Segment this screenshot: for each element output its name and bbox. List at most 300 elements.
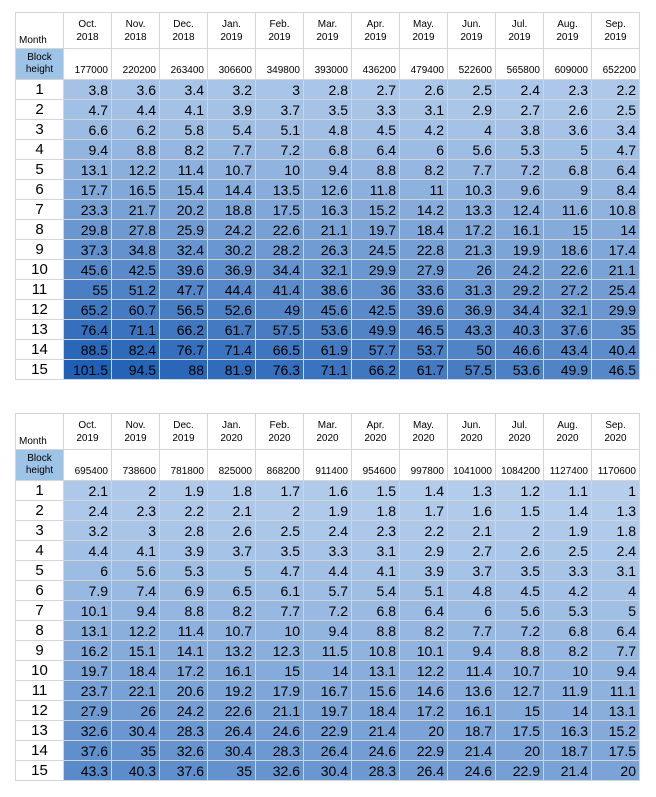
table-row [16, 180, 640, 200]
heatmap-cell: 13.5 [256, 180, 304, 200]
heatmap-cell: 6.1 [256, 581, 304, 601]
heatmap-cell: 12.2 [400, 661, 448, 681]
heatmap-cell: 5.4 [352, 581, 400, 601]
heatmap-cell: 19.2 [208, 681, 256, 701]
heatmap-cell: 51.2 [112, 280, 160, 300]
heatmap-cell: 32.4 [160, 240, 208, 260]
heatmap-cell: 40.4 [592, 340, 640, 360]
heatmap-cell: 32.1 [544, 300, 592, 320]
heatmap-cell: 46.5 [592, 360, 640, 380]
heatmap-cell: 4.4 [64, 541, 112, 561]
heatmap-cell: 28.2 [256, 240, 304, 260]
heatmap-cell: 17.5 [256, 200, 304, 220]
block-height-value: 695400 [64, 450, 112, 481]
year-label: 2019 [556, 31, 579, 43]
heatmap-cell: 23.3 [64, 200, 112, 220]
heatmap-cell: 2.6 [544, 100, 592, 120]
month-label: Aug. [557, 18, 578, 30]
month-column-header [352, 414, 400, 450]
table-row [16, 721, 640, 741]
table-row [16, 501, 640, 521]
table-row [16, 220, 640, 240]
heatmap-cell: 20 [400, 721, 448, 741]
table-row [16, 481, 640, 501]
heatmap-cell: 12.4 [496, 200, 544, 220]
heatmap-cell: 7.4 [112, 581, 160, 601]
heatmap-cell: 29.8 [64, 220, 112, 240]
row-label: 2 [16, 501, 64, 521]
heatmap-cell: 8.4 [592, 180, 640, 200]
month-column-header [400, 414, 448, 450]
table-row [16, 240, 640, 260]
heatmap-cell: 6.4 [592, 160, 640, 180]
year-label: 2020 [220, 432, 243, 444]
heatmap-cell: 10 [544, 661, 592, 681]
heatmap-cell: 11.6 [544, 200, 592, 220]
heatmap-cell: 16.3 [544, 721, 592, 741]
heatmap-cell: 24.2 [160, 701, 208, 721]
heatmap-cell: 1.4 [544, 501, 592, 521]
year-label: 2019 [268, 31, 291, 43]
table-row [16, 80, 640, 100]
row-label: 12 [16, 300, 64, 320]
row-label: 7 [16, 200, 64, 220]
heatmap-cell: 4.8 [304, 120, 352, 140]
heatmap-cell: 8.8 [352, 621, 400, 641]
heatmap-cell: 3.1 [352, 541, 400, 561]
block-height-value: 652200 [592, 49, 640, 80]
heatmap-cell: 16.2 [64, 641, 112, 661]
heatmap-cell: 14.4 [208, 180, 256, 200]
heatmap-cell: 5.1 [256, 120, 304, 140]
table-row [16, 300, 640, 320]
table-row [16, 120, 640, 140]
heatmap-cell: 10.3 [448, 180, 496, 200]
heatmap-cell: 66.5 [256, 340, 304, 360]
heatmap-cell: 11 [400, 180, 448, 200]
heatmap-cell: 21.4 [544, 761, 592, 781]
block-height-value: 393000 [304, 49, 352, 80]
table-row [16, 360, 640, 380]
row-label: 5 [16, 561, 64, 581]
heatmap-cell: 2.6 [400, 80, 448, 100]
heatmap-cell: 88.5 [64, 340, 112, 360]
heatmap-cell: 4.2 [400, 120, 448, 140]
heatmap-cell: 3.2 [208, 80, 256, 100]
heatmap-cell: 16.3 [304, 200, 352, 220]
heatmap-cell: 24.6 [448, 761, 496, 781]
year-label: 2019 [604, 31, 627, 43]
heatmap-cell: 14 [544, 701, 592, 721]
heatmap-cell: 3.3 [304, 541, 352, 561]
heatmap-cell: 27.9 [64, 701, 112, 721]
heatmap-cell: 15 [544, 220, 592, 240]
month-label: Jul. [511, 18, 528, 30]
heatmap-cell: 32.6 [160, 741, 208, 761]
heatmap-cell: 65.2 [64, 300, 112, 320]
heatmap-cell: 76.7 [160, 340, 208, 360]
row-label: 13 [16, 320, 64, 340]
heatmap-table-2019-2020 [15, 413, 640, 781]
heatmap-cell: 40.3 [496, 320, 544, 340]
heatmap-cell: 13.1 [352, 661, 400, 681]
heatmap-cell: 27.2 [544, 280, 592, 300]
row-label: 7 [16, 601, 64, 621]
heatmap-cell: 13.1 [64, 621, 112, 641]
row-label: 8 [16, 621, 64, 641]
heatmap-cell: 26.4 [208, 721, 256, 741]
heatmap-cell: 55 [64, 280, 112, 300]
table-row [16, 701, 640, 721]
heatmap-cell: 37.3 [64, 240, 112, 260]
heatmap-cell: 15.6 [352, 681, 400, 701]
heatmap-cell: 22.9 [304, 721, 352, 741]
heatmap-cell: 35 [112, 741, 160, 761]
month-column-header [544, 13, 592, 49]
heatmap-cell: 5.3 [160, 561, 208, 581]
heatmap-cell: 3.3 [544, 561, 592, 581]
heatmap-cell: 35 [208, 761, 256, 781]
row-label: 3 [16, 120, 64, 140]
heatmap-cell: 17.5 [592, 741, 640, 761]
block-height-value: 1170600 [592, 450, 640, 481]
heatmap-cell: 29.9 [592, 300, 640, 320]
heatmap-cell: 6.4 [352, 140, 400, 160]
heatmap-cell: 5.7 [304, 581, 352, 601]
heatmap-cell: 8.2 [160, 140, 208, 160]
heatmap-cell: 40.3 [112, 761, 160, 781]
year-label: 2019 [172, 432, 195, 444]
heatmap-cell: 71.4 [208, 340, 256, 360]
table-row [16, 260, 640, 280]
table-row [16, 561, 640, 581]
row-label: 15 [16, 761, 64, 781]
heatmap-cell: 29.2 [496, 280, 544, 300]
heatmap-cell: 61.7 [208, 320, 256, 340]
heatmap-cell: 12.2 [112, 160, 160, 180]
block-height-value: 868200 [256, 450, 304, 481]
heatmap-cell: 1.9 [544, 521, 592, 541]
heatmap-cell: 17.5 [496, 721, 544, 741]
heatmap-cell: 3.4 [160, 80, 208, 100]
block-height-value: 738600 [112, 450, 160, 481]
heatmap-cell: 13.6 [448, 681, 496, 701]
heatmap-cell: 1.1 [544, 481, 592, 501]
heatmap-cell: 81.9 [208, 360, 256, 380]
heatmap-cell: 9.6 [496, 180, 544, 200]
heatmap-cell: 36.9 [448, 300, 496, 320]
heatmap-cell: 26.3 [304, 240, 352, 260]
month-label: Dec. [173, 18, 194, 30]
heatmap-cell: 1.8 [352, 501, 400, 521]
heatmap-cell: 6.8 [544, 160, 592, 180]
block-height-header: Block height [16, 450, 64, 481]
heatmap-cell: 13.3 [448, 200, 496, 220]
heatmap-cell: 32.6 [64, 721, 112, 741]
heatmap-cell: 2.4 [304, 521, 352, 541]
year-label: 2019 [460, 31, 483, 43]
heatmap-cell: 6 [448, 601, 496, 621]
heatmap-cell: 32.1 [304, 260, 352, 280]
heatmap-cell: 6 [400, 140, 448, 160]
row-label: 9 [16, 641, 64, 661]
heatmap-cell: 21.1 [592, 260, 640, 280]
heatmap-cell: 18.7 [544, 741, 592, 761]
heatmap-cell: 3 [256, 80, 304, 100]
block-height-value: 436200 [352, 49, 400, 80]
heatmap-cell: 2.1 [208, 501, 256, 521]
heatmap-cell: 50 [448, 340, 496, 360]
heatmap-cell: 11.1 [592, 681, 640, 701]
heatmap-cell: 4 [448, 120, 496, 140]
heatmap-cell: 18.4 [112, 661, 160, 681]
year-label: 2019 [220, 31, 243, 43]
heatmap-cell: 2.9 [448, 100, 496, 120]
month-label: Mar. [317, 18, 338, 30]
heatmap-cell: 19.7 [64, 661, 112, 681]
block-height-header: Block height [16, 49, 64, 80]
heatmap-cell: 2.8 [160, 521, 208, 541]
block-height-value: 781800 [160, 450, 208, 481]
row-label: 4 [16, 541, 64, 561]
year-label: 2019 [508, 31, 531, 43]
heatmap-cell: 2.5 [592, 100, 640, 120]
heatmap-cell: 2.2 [592, 80, 640, 100]
heatmap-cell: 2 [256, 501, 304, 521]
heatmap-cell: 3.5 [256, 541, 304, 561]
heatmap-cell: 39.6 [400, 300, 448, 320]
heatmap-cell: 56.5 [160, 300, 208, 320]
heatmap-cell: 20 [592, 761, 640, 781]
row-label: 13 [16, 721, 64, 741]
heatmap-cell: 3.7 [208, 541, 256, 561]
year-label: 2020 [364, 432, 387, 444]
heatmap-cell: 2.8 [304, 80, 352, 100]
heatmap-cell: 8.8 [496, 641, 544, 661]
table-row [16, 140, 640, 160]
month-label: May. [413, 419, 434, 431]
heatmap-cell: 21.4 [352, 721, 400, 741]
month-column-header [112, 13, 160, 49]
table-row [16, 581, 640, 601]
heatmap-cell: 11.4 [448, 661, 496, 681]
heatmap-cell: 17.2 [160, 661, 208, 681]
heatmap-cell: 4.1 [160, 100, 208, 120]
heatmap-cell: 1.3 [448, 481, 496, 501]
month-column-header [400, 13, 448, 49]
heatmap-cell: 6.8 [352, 601, 400, 621]
year-label: 2019 [124, 432, 147, 444]
heatmap-cell: 4.5 [352, 120, 400, 140]
heatmap-cell: 57.5 [448, 360, 496, 380]
row-label: 11 [16, 681, 64, 701]
heatmap-cell: 7.2 [256, 140, 304, 160]
block-height-value: 220200 [112, 49, 160, 80]
heatmap-cell: 2.5 [256, 521, 304, 541]
heatmap-cell: 6.9 [160, 581, 208, 601]
heatmap-cell: 2 [112, 481, 160, 501]
heatmap-cell: 22.8 [400, 240, 448, 260]
heatmap-cell: 27.8 [112, 220, 160, 240]
month-header: Month [16, 13, 64, 49]
heatmap-cell: 13.1 [64, 160, 112, 180]
heatmap-cell: 9.4 [112, 601, 160, 621]
heatmap-cell: 8.2 [400, 621, 448, 641]
block-height-value: 825000 [208, 450, 256, 481]
heatmap-cell: 2.4 [592, 541, 640, 561]
row-label: 3 [16, 521, 64, 541]
table-row [16, 621, 640, 641]
heatmap-cell: 60.7 [112, 300, 160, 320]
month-label: Sep. [605, 419, 626, 431]
heatmap-cell: 4.1 [112, 541, 160, 561]
row-label: 12 [16, 701, 64, 721]
heatmap-cell: 10.1 [400, 641, 448, 661]
heatmap-cell: 6.2 [112, 120, 160, 140]
heatmap-cell: 101.5 [64, 360, 112, 380]
heatmap-cell: 57.7 [352, 340, 400, 360]
heatmap-cell: 3.7 [256, 100, 304, 120]
heatmap-cell: 25.9 [160, 220, 208, 240]
year-label: 2019 [364, 31, 387, 43]
heatmap-cell: 5.4 [208, 120, 256, 140]
month-label: Jun. [462, 18, 481, 30]
table-row [16, 100, 640, 120]
row-label: 14 [16, 741, 64, 761]
heatmap-cell: 34.8 [112, 240, 160, 260]
month-column-header [160, 414, 208, 450]
month-column-header [160, 13, 208, 49]
heatmap-cell: 6.8 [304, 140, 352, 160]
heatmap-cell: 4.1 [352, 561, 400, 581]
row-label: 5 [16, 160, 64, 180]
heatmap-cell: 19.7 [304, 701, 352, 721]
year-label: 2020 [604, 432, 627, 444]
heatmap-cell: 43.3 [448, 320, 496, 340]
heatmap-cell: 76.4 [64, 320, 112, 340]
row-label: 4 [16, 140, 64, 160]
table-row [16, 200, 640, 220]
row-label: 14 [16, 340, 64, 360]
heatmap-cell: 76.3 [256, 360, 304, 380]
month-label: Feb. [269, 419, 290, 431]
heatmap-cell: 46.5 [400, 320, 448, 340]
heatmap-cell: 4.5 [496, 581, 544, 601]
heatmap-cell: 10 [256, 160, 304, 180]
heatmap-cell: 30.4 [112, 721, 160, 741]
heatmap-cell: 2.6 [496, 541, 544, 561]
heatmap-cell: 3.5 [304, 100, 352, 120]
heatmap-cell: 24.5 [352, 240, 400, 260]
month-column-header [544, 414, 592, 450]
month-label: Jul. [511, 419, 528, 431]
heatmap-cell: 10.8 [592, 200, 640, 220]
heatmap-cell: 3.8 [496, 120, 544, 140]
heatmap-cell: 49 [256, 300, 304, 320]
heatmap-cell: 13.1 [592, 701, 640, 721]
heatmap-cell: 5.6 [448, 140, 496, 160]
heatmap-cell: 33.6 [400, 280, 448, 300]
heatmap-cell: 5.3 [496, 140, 544, 160]
heatmap-cell: 21.1 [256, 701, 304, 721]
heatmap-cell: 2.1 [64, 481, 112, 501]
heatmap-cell: 21.7 [112, 200, 160, 220]
heatmap-cell: 46.6 [496, 340, 544, 360]
heatmap-cell: 11.4 [160, 160, 208, 180]
row-label: 1 [16, 80, 64, 100]
heatmap-cell: 14 [304, 661, 352, 681]
heatmap-cell: 5.8 [160, 120, 208, 140]
heatmap-cell: 49.9 [544, 360, 592, 380]
heatmap-cell: 39.6 [160, 260, 208, 280]
heatmap-cell: 11.4 [160, 621, 208, 641]
heatmap-cell: 21.1 [304, 220, 352, 240]
heatmap-cell: 2.5 [544, 541, 592, 561]
block-height-value: 565800 [496, 49, 544, 80]
month-label: Jan. [222, 419, 241, 431]
month-column-header [304, 13, 352, 49]
year-label: 2020 [268, 432, 291, 444]
heatmap-cell: 53.6 [304, 320, 352, 340]
heatmap-cell: 2.4 [496, 80, 544, 100]
heatmap-cell: 21.3 [448, 240, 496, 260]
heatmap-cell: 8.8 [112, 140, 160, 160]
heatmap-cell: 42.5 [352, 300, 400, 320]
heatmap-cell: 22.6 [256, 220, 304, 240]
heatmap-cell: 27.9 [400, 260, 448, 280]
heatmap-table-2018-2019 [15, 12, 640, 380]
table-row [16, 681, 640, 701]
heatmap-cell: 32.6 [256, 761, 304, 781]
heatmap-cell: 94.5 [112, 360, 160, 380]
heatmap-cell: 2.9 [400, 541, 448, 561]
table-row [16, 641, 640, 661]
month-column-header [208, 414, 256, 450]
heatmap-cell: 9.4 [304, 621, 352, 641]
heatmap-cell: 16.1 [496, 220, 544, 240]
heatmap-cell: 17.2 [448, 220, 496, 240]
block-height-value: 997800 [400, 450, 448, 481]
heatmap-cell: 12.6 [304, 180, 352, 200]
heatmap-cell: 2.2 [160, 501, 208, 521]
month-label: Mar. [317, 419, 338, 431]
table-row [16, 661, 640, 681]
month-label: Aug. [557, 419, 578, 431]
table-row [16, 280, 640, 300]
heatmap-cell: 8.8 [352, 160, 400, 180]
heatmap-cell: 1.5 [352, 481, 400, 501]
heatmap-cell: 20 [496, 741, 544, 761]
heatmap-cell: 37.6 [544, 320, 592, 340]
heatmap-cell: 10 [256, 621, 304, 641]
heatmap-cell: 11.9 [544, 681, 592, 701]
heatmap-cell: 3.5 [496, 561, 544, 581]
row-label: 15 [16, 360, 64, 380]
heatmap-cell: 1.8 [592, 521, 640, 541]
heatmap-cell: 88 [160, 360, 208, 380]
heatmap-cell: 24.2 [496, 260, 544, 280]
heatmap-cell: 45.6 [304, 300, 352, 320]
month-header: Month [16, 414, 64, 450]
heatmap-cell: 5 [208, 561, 256, 581]
heatmap-cell: 7.7 [592, 641, 640, 661]
heatmap-cell: 15.1 [112, 641, 160, 661]
heatmap-cell: 1.6 [304, 481, 352, 501]
heatmap-cell: 8.2 [400, 160, 448, 180]
heatmap-cell: 16.1 [448, 701, 496, 721]
month-column-header [64, 414, 112, 450]
month-label: Jun. [462, 419, 481, 431]
